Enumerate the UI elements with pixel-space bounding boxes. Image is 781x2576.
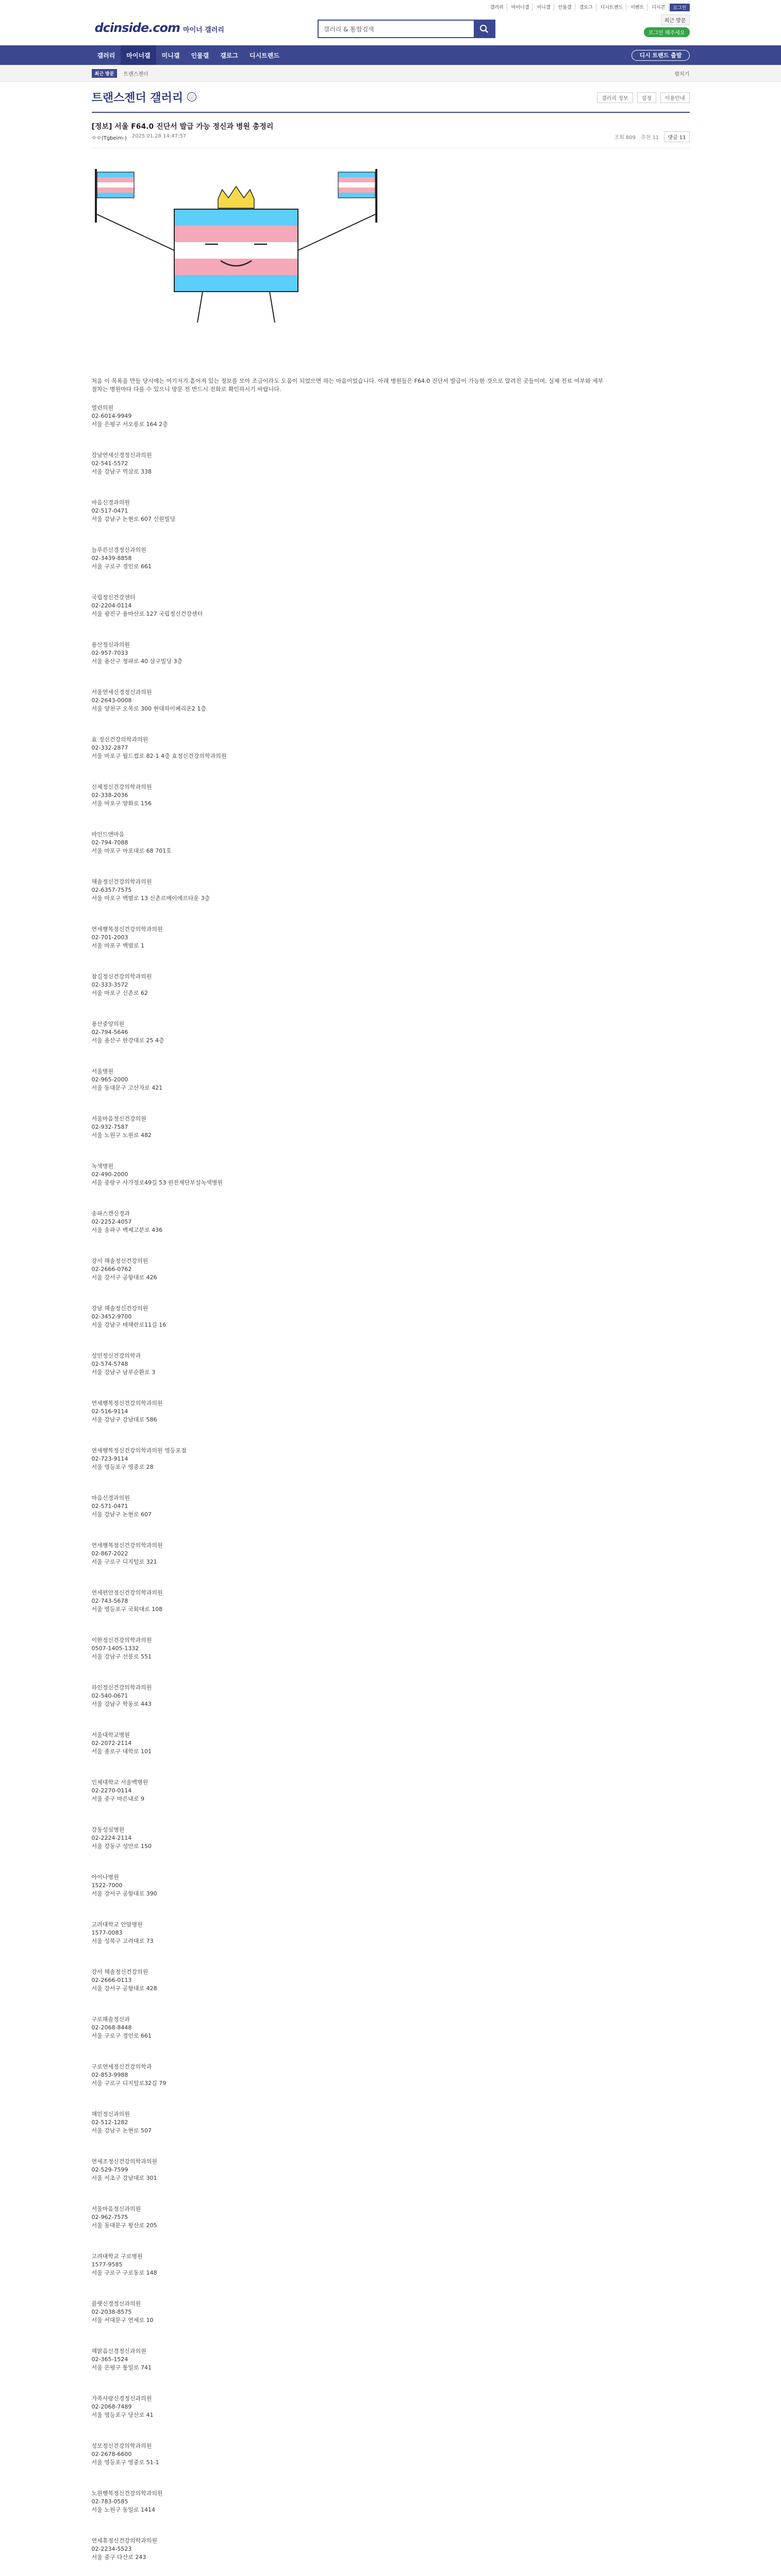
clinic-addr: 서울 용산구 한강대로 25 4층 [91, 1037, 164, 1044]
clinic-entry [92, 1399, 690, 1424]
clinic-entry [92, 2537, 690, 2562]
clinic-phone: 02-2643-0008 [91, 697, 132, 704]
clinic-entry [92, 1352, 690, 1377]
clinic-entry [92, 1257, 690, 1282]
clinic-phone: 02-333-3572 [91, 981, 128, 988]
clinic-addr: 서울 강남구 논현로 607 [91, 1511, 152, 1518]
clinic-name: 이한정신건강의학과의원 [91, 1637, 152, 1643]
clinic-addr: 서울 성북구 고려대로 73 [91, 1938, 154, 1944]
clinic-entry [92, 783, 690, 808]
clinic-phone: 02-517-0471 [91, 507, 128, 514]
clinic-phone: 02-338-2036 [91, 792, 128, 799]
clinic-addr: 서울 강남구 강남대로 586 [91, 1416, 157, 1423]
nav-item[interactable]: 인물갤 [191, 52, 209, 59]
clinic-name: 해솔정신건강의학과의원 [91, 878, 152, 885]
gallery-tool-button[interactable]: 이용안내 [660, 92, 690, 103]
clinic-phone: 02-962-7575 [91, 2214, 128, 2221]
clinic-addr: 서울 강서구 공항대로 426 [91, 1274, 157, 1281]
clinic-phone: 02-957-7033 [91, 650, 128, 656]
clinic-entry [92, 1210, 690, 1234]
clinic-phone: 02-2234-5523 [91, 2546, 132, 2552]
clinic-addr: 서울 강서구 공항대로 428 [91, 1985, 157, 1992]
clinic-entry [92, 594, 690, 618]
clinic-entry [92, 1020, 690, 1045]
clinic-phone: 02-2068-8448 [91, 2024, 132, 2031]
clinic-name: 강남연세신경정신과의원 [91, 452, 152, 459]
clinic-name: 해민정신과의원 [91, 2111, 130, 2117]
clinic-name: 연세휴정신건강의학과의원 [91, 2537, 158, 2544]
clinic-name: 강서 해솔정신건강의원 [91, 1969, 148, 1975]
recent-visit-button[interactable]: 최근 방문 [661, 14, 690, 25]
clinic-name: 열린의원 [91, 404, 114, 411]
clinic-addr: 서울 강남구 테헤란로11길 16 [91, 1321, 167, 1328]
clinic-name: 강남 해솔정신건강의원 [91, 1305, 148, 1312]
clinic-entry [92, 1589, 690, 1614]
crown-icon [218, 187, 254, 208]
login-prompt-button[interactable]: 로그인 해주세요 [644, 27, 690, 37]
clinic-addr: 서울 동대문구 고산자로 421 [91, 1084, 163, 1091]
recent-gallery-link[interactable]: 트랜스젠더 [123, 71, 148, 77]
site-logo[interactable] [95, 21, 224, 35]
clinic-addr: 서울 동대문구 왕산로 205 [91, 2222, 157, 2229]
clinic-entry [92, 1447, 690, 1471]
clinic-phone: 02-2666-0762 [91, 1266, 132, 1273]
clinic-phone: 02-541-5572 [91, 460, 128, 467]
util-link[interactable]: 인물갤 [555, 4, 575, 11]
clinic-phone: 02-723-9114 [91, 1455, 128, 1462]
clinic-addr: 서울 중랑구 사가정로49길 53 원진재단부설녹색병원 [91, 1179, 223, 1186]
clinic-list [92, 404, 690, 2576]
clinic-entry [92, 404, 690, 429]
clinic-addr: 서울 영등포구 국회대로 108 [91, 1606, 163, 1613]
search-input[interactable] [319, 21, 474, 37]
clinic-entry [92, 2252, 690, 2277]
clinic-entry [92, 546, 690, 571]
clinic-phone: 02-2038-8575 [91, 2309, 132, 2315]
post-intro: 처음 이 목록을 만들 당시에는 여기저기 흩어져 있는 정보를 모아 조금이라도 도움이 되었으면 하는 마음이었습니다. 아래 병원들은 F64.0 진단서 발급이 가능한 것으로 알려진 곳들이며, 실제 진료 여부와 세부 절차는 병원마다 다를 수 있으니 방문 전 반드시 전화로 확인하시기 바랍니다. [91, 378, 604, 393]
view-count: 조회 809 [614, 135, 636, 141]
clinic-phone: 02-2270-0114 [91, 1787, 132, 1794]
clinic-addr: 서울 용산구 청파로 40 삼구빌딩 3층 [91, 658, 183, 665]
clinic-name: 서울마음정신건강의원 [91, 1115, 146, 1122]
gallery-title-bar [92, 82, 690, 113]
gallery-tools [597, 92, 689, 103]
clinic-phone: 02-571-0471 [91, 1503, 128, 1510]
right-flag-icon [338, 169, 377, 223]
util-link[interactable]: 디시트렌드 [597, 4, 626, 11]
site-header [92, 13, 690, 45]
clinic-name: 신체정신건강의학과의원 [91, 784, 152, 790]
clinic-entry [92, 1826, 690, 1851]
clinic-entry [92, 2442, 690, 2467]
clinic-name: 늘푸른신경정신과의원 [91, 547, 146, 553]
trend-button[interactable]: 디시 트렌드 출발 [632, 50, 689, 61]
clinic-phone: 0507-1405-1332 [91, 1645, 139, 1652]
clinic-entry [92, 1968, 690, 1993]
clinic-entry [92, 2205, 690, 2230]
clinic-entry [92, 736, 690, 760]
clinic-addr: 서울 강동구 성안로 150 [91, 1843, 152, 1850]
clinic-entry [92, 1115, 690, 1140]
recommend-count: 추천 11 [641, 135, 659, 141]
clinic-phone: 02-867-2022 [91, 1550, 128, 1557]
clinic-name: 해맑음신경정신과의원 [91, 2348, 146, 2354]
expand-button[interactable]: 펼치기 [674, 71, 690, 77]
clinic-addr: 서울 영등포구 영중로 28 [91, 1464, 154, 1470]
clinic-addr: 서울 노원구 노원로 482 [91, 1132, 152, 1139]
clinic-name: 서울연세신경정신과의원 [91, 689, 152, 696]
util-link[interactable]: 갤로그 [576, 4, 596, 11]
search-button[interactable] [474, 21, 494, 37]
util-link[interactable]: 로그인 [670, 4, 689, 11]
utility-links [487, 4, 690, 11]
clinic-addr: 서울 은평구 통일로 741 [91, 2364, 152, 2371]
clinic-name: 연세조정신건강의학과의원 [91, 2158, 158, 2165]
clinic-name: 성모정신건강의학과의원 [91, 2443, 152, 2449]
nav-item[interactable]: 갤로그 [220, 52, 238, 59]
clinic-addr: 서울 서대문구 연세로 10 [91, 2317, 154, 2324]
clinic-phone: 02-6357-7575 [91, 887, 132, 893]
clinic-phone: 02-2072-2114 [91, 1740, 132, 1747]
clinic-entry [92, 831, 690, 855]
clinic-addr: 서울 송파구 백제고분로 436 [91, 1227, 163, 1233]
clinic-phone: 02-540-0671 [91, 1692, 128, 1699]
clinic-entry [92, 499, 690, 523]
clinic-addr: 서울 강남구 역삼로 338 [91, 468, 152, 475]
nav-item[interactable]: 미니갤 [161, 52, 180, 59]
clinic-phone: 02-2666-0113 [91, 1977, 132, 1984]
clinic-name: 마음신경과의원 [91, 499, 130, 506]
gallery-tool-button[interactable]: 갤러리 정보 [597, 92, 633, 103]
clinic-entry [92, 2347, 690, 2372]
clinic-entry [92, 2110, 690, 2135]
clinic-phone: 02-332-2877 [91, 744, 128, 751]
clinic-addr: 서울 영등포구 영중로 51-1 [91, 2459, 159, 2466]
clinic-name: 서울마음정신과의원 [91, 2206, 141, 2212]
clinic-name: 연세행복정신건강의학과의원 [91, 926, 163, 933]
clinic-addr: 서울 중구 마른내로 9 [91, 1795, 144, 1802]
clinic-entry [92, 1778, 690, 1803]
clinic-entry [92, 1873, 690, 1898]
search-icon [479, 24, 489, 33]
clinic-addr: 서울 강남구 논현로 607 신원빌딩 [91, 516, 175, 522]
clinic-name: 아이나병원 [91, 1874, 119, 1880]
clinic-phone: 1577-9585 [91, 2261, 123, 2268]
clinic-addr: 서울 광진구 용마산로 127 국립정신건강센터 [91, 611, 203, 617]
post-author[interactable]: ㅇㅇ(Tgbeim-) [91, 135, 127, 141]
clinic-phone: 02-2224-2114 [91, 1835, 132, 1841]
clinic-phone: 02-965-2000 [91, 1076, 128, 1083]
clinic-entry [92, 1684, 690, 1708]
clinic-name: 연세행복정신건강의학과의원 [91, 1542, 163, 1549]
left-flag-icon [95, 169, 134, 223]
clinic-phone: 02-853-9988 [91, 2072, 128, 2078]
clinic-addr: 서울 강남구 남부순환로 3 [91, 1369, 156, 1376]
clinic-name: 참길정신건강의학과의원 [91, 973, 152, 980]
nav-item[interactable]: 마이너갤 [121, 45, 156, 65]
clinic-phone: 02-3439-8858 [91, 555, 132, 562]
clinic-phone: 02-516-9114 [91, 1408, 128, 1415]
clinic-entry [92, 2300, 690, 2325]
main-nav [0, 45, 781, 65]
clinic-entry [92, 973, 690, 997]
clinic-phone: 02-2204-0114 [91, 602, 132, 609]
clinic-name: 연세편안정신건강의학과의원 [91, 1589, 163, 1596]
clinic-name: 녹색병원 [91, 1163, 114, 1170]
clinic-addr: 서울 구로구 구로동로 148 [91, 2269, 157, 2276]
comment-count-button[interactable]: 댓글 11 [664, 131, 689, 142]
clinic-addr: 서울 마포구 신촌로 62 [91, 990, 148, 996]
clinic-addr: 서울 은평구 서오릉로 164 2층 [91, 421, 168, 428]
clinic-entry [92, 1541, 690, 1566]
clinic-name: 용산중앙의원 [91, 1021, 125, 1027]
clinic-entry [92, 641, 690, 666]
clinic-addr: 서울 마포구 마포대로 68 701호 [91, 848, 172, 854]
clinic-name: 용산정신과의원 [91, 641, 130, 648]
clinic-addr: 서울 중구 다산로 243 [91, 2554, 146, 2561]
clinic-addr: 서울 노원구 동일로 1414 [91, 2506, 155, 2513]
clinic-name: 강동성심병원 [91, 1826, 125, 1833]
clinic-name: 효 정신건강의학과의원 [91, 736, 148, 743]
clinic-name: 노원행복정신건강의학과의원 [91, 2490, 163, 2497]
gallery-title[interactable]: 트랜스젠더 갤러리 [91, 91, 184, 105]
clinic-phone: 02-2068-7489 [91, 2403, 132, 2410]
clinic-addr: 서울 마포구 양화로 156 [91, 800, 152, 807]
clinic-entry [92, 2489, 690, 2514]
clinic-phone: 02-743-5678 [91, 1598, 128, 1604]
clinic-entry [92, 2158, 690, 2182]
clinic-entry [92, 1162, 690, 1187]
clinic-entry [92, 688, 690, 713]
util-link[interactable]: 마이너갤 [508, 4, 533, 11]
clinic-entry [92, 451, 690, 476]
clinic-entry [92, 1636, 690, 1661]
clinic-name: 인제대학교 서울백병원 [91, 1779, 148, 1786]
clinic-phone: 02-2678-6600 [91, 2451, 132, 2458]
post-meta [92, 133, 187, 141]
clinic-name: 고려대학교 안암병원 [91, 1921, 143, 1928]
clinic-name: 구로연세정신건강의학과 [91, 2063, 152, 2070]
gallery-tool-button[interactable]: 설정 [637, 92, 656, 103]
info-icon[interactable]: ⓘ [187, 92, 196, 101]
post-body [92, 148, 690, 2576]
clinic-name: 마음신경과의원 [91, 1495, 130, 1501]
search-box [318, 20, 495, 38]
clinic-phone: 1577-0083 [91, 1929, 123, 1936]
clinic-phone: 1522-7000 [91, 1882, 123, 1889]
clinic-addr: 서울 양천구 오목로 300 현대하이페리온2 1층 [91, 705, 206, 712]
clinic-phone: 02-529-7599 [91, 2166, 128, 2173]
clinic-entry [92, 878, 690, 903]
clinic-name: 국립정신건강센터 [91, 594, 136, 601]
clinic-addr: 서울 마포구 월드컵로 82-1 4층 효정신건강의학과의원 [91, 753, 227, 759]
clinic-name: 서울대학교병원 [91, 1732, 130, 1738]
clinic-name: 가족사랑신경정신과의원 [91, 2395, 152, 2402]
clinic-phone: 02-701-2003 [91, 934, 128, 941]
clinic-phone: 02-512-1282 [91, 2119, 128, 2126]
clinic-entry [92, 2395, 690, 2419]
post-date: 2025.01.28 14:47:57 [131, 133, 187, 139]
clinic-name: 구로해솔정신과 [91, 2016, 130, 2023]
clinic-addr: 서울 구로구 디지털로32길 79 [91, 2080, 167, 2087]
util-link[interactable]: 디시콘 [649, 4, 669, 11]
clinic-entry [92, 1921, 690, 1945]
clinic-addr: 서울 마포구 백범로 1 [91, 942, 144, 949]
clinic-name: 강서 해솔정신건강의원 [91, 1258, 148, 1264]
clinic-name: 플랫신경정신과의원 [91, 2300, 141, 2307]
post-title: [정보] 서울 F64.0 진단서 발급 가능 정신과 병원 총정리 [91, 123, 274, 131]
clinic-phone: 02-490-2000 [91, 1171, 128, 1178]
util-link[interactable]: 이벤트 [627, 4, 647, 11]
trans-flag-illustration [92, 168, 380, 343]
clinic-addr: 서울 구로구 경인로 661 [91, 2032, 152, 2039]
utility-bar [92, 0, 690, 13]
clinic-entry [92, 1731, 690, 1756]
clinic-phone: 02-783-0585 [91, 2498, 128, 2505]
recent-label: 최근 방문 [92, 69, 118, 78]
clinic-name: 하인정신건강의학과의원 [91, 1684, 152, 1691]
clinic-phone: 02-574-5748 [91, 1361, 128, 1367]
clinic-addr: 서울 강남구 논현로 507 [91, 2127, 152, 2134]
logo-subtitle[interactable]: 마이너 갤러리 [183, 26, 224, 34]
post-header [92, 113, 690, 148]
clinic-phone: 02-794-5646 [91, 1029, 128, 1036]
clinic-phone: 02-932-7587 [91, 1124, 128, 1130]
clinic-entry [92, 1304, 690, 1329]
clinic-addr: 서울 마포구 백범로 13 신촌르메이에르타운 3층 [91, 895, 210, 902]
clinic-phone: 02-365-1524 [91, 2356, 128, 2363]
clinic-name: 연세행복정신건강의학과의원 [91, 1400, 163, 1406]
clinic-entry [92, 2063, 690, 2088]
clinic-addr: 서울 강남구 선릉로 551 [91, 1653, 152, 1660]
clinic-entry [92, 2015, 690, 2040]
clinic-name: 마인드앤마음 [91, 831, 125, 838]
clinic-name: 송파스캔신경과 [91, 1210, 130, 1217]
clinic-entry [92, 1067, 690, 1092]
clinic-addr: 서울 종로구 대학로 101 [91, 1748, 152, 1755]
util-link[interactable]: 갤러리 [487, 4, 507, 11]
util-link[interactable]: 미니갤 [534, 4, 554, 11]
clinic-name: 성민정신건강의학과 [91, 1352, 141, 1359]
clinic-phone: 02-2252-4057 [91, 1218, 132, 1225]
clinic-addr: 서울 구로구 경인로 661 [91, 563, 152, 570]
clinic-addr: 서울 강서구 공항대로 390 [91, 1890, 157, 1897]
logo-text[interactable]: dcinside.com [94, 21, 180, 35]
clinic-addr: 서울 영등포구 당산로 41 [91, 2412, 154, 2418]
clinic-phone: 02-6014-9949 [91, 413, 132, 419]
clinic-addr: 서울 서초구 강남대로 301 [91, 2175, 157, 2181]
nav-item[interactable]: 디시트렌드 [250, 52, 279, 59]
clinic-addr: 서울 구로구 디지털로 321 [91, 1558, 157, 1565]
flag-character-icon [174, 209, 298, 323]
clinic-phone: 02-3452-9700 [91, 1313, 132, 1320]
clinic-name: 연세행복정신건강의학과의원 영등포점 [91, 1447, 187, 1454]
post-stats [614, 131, 689, 142]
nav-item[interactable]: 갤러리 [97, 52, 115, 59]
recent-bar [0, 65, 781, 82]
clinic-entry [92, 1494, 690, 1519]
clinic-name: 서울병원 [91, 1068, 114, 1075]
clinic-entry [92, 925, 690, 950]
clinic-name: 고려대학교 구로병원 [91, 2253, 143, 2260]
clinic-addr: 서울 강남구 학동로 443 [91, 1701, 152, 1707]
clinic-phone: 02-794-7088 [91, 839, 128, 846]
